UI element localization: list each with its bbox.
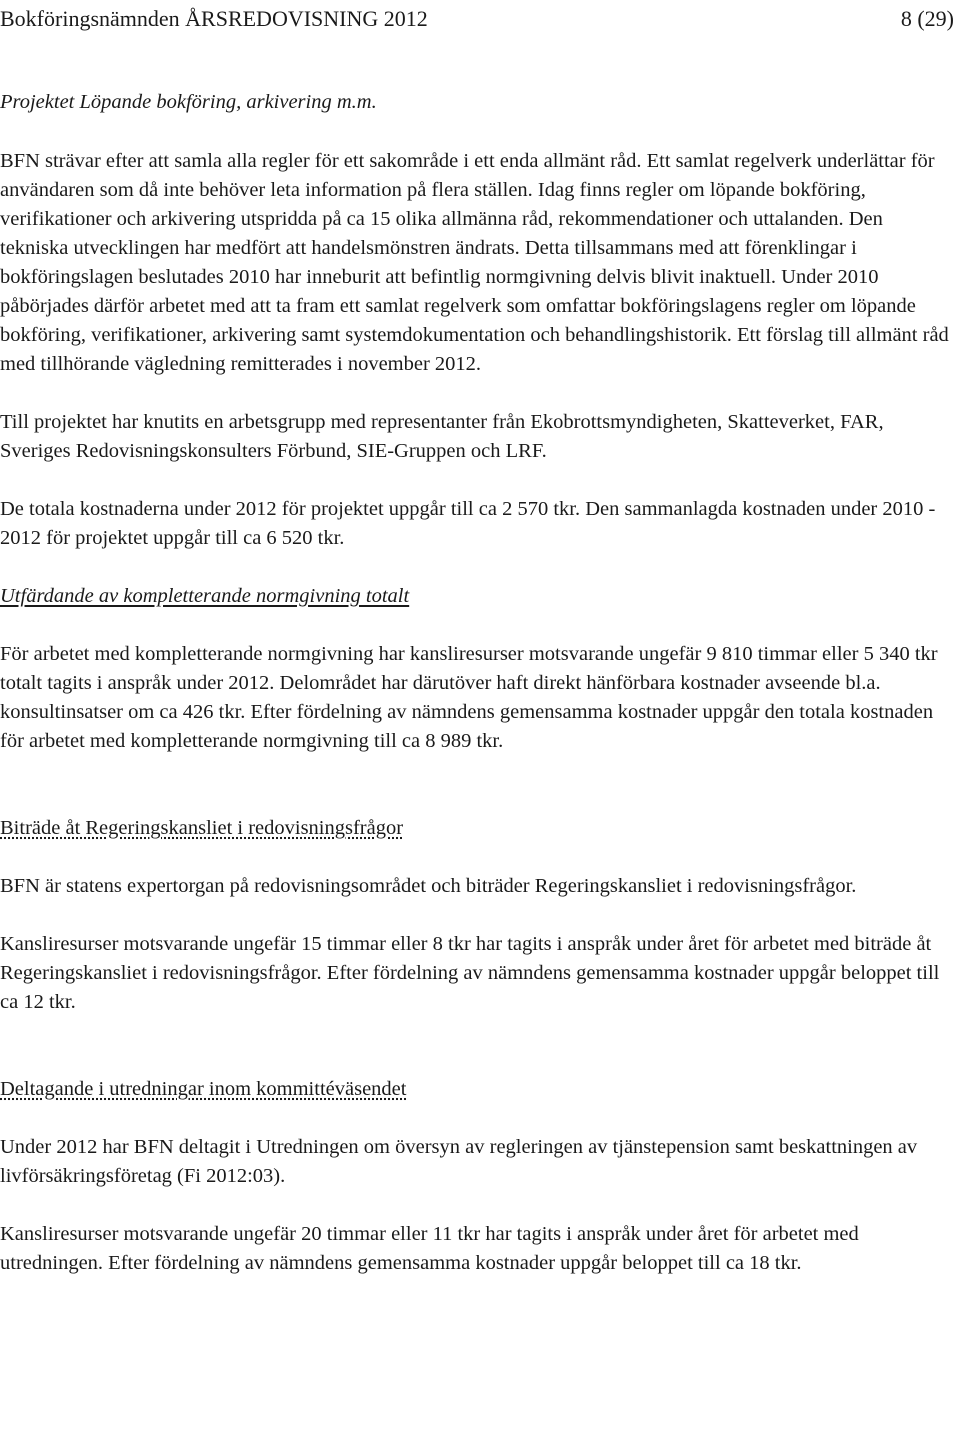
page-header <box>0 4 960 34</box>
project-cost-paragraph: De totala kostnaderna under 2012 för projektet uppgår till ca 2 570 tkr. Den sammanlagda kostnaden under 2010 - 2012 för projektet uppgår till ca 6 520 tkr. <box>0 498 936 549</box>
kommittevasendet-cost-paragraph: Kansliresurser motsvarande ungefär 20 timmar eller 11 tkr har tagits i anspråk under året för arbetet med utredningen. Efter fördelning av nämndens gemensamma kostnader uppgår beloppet till ca 18 tkr. <box>0 1223 859 1274</box>
kommittevasendet-participation-paragraph: Under 2012 har BFN deltagit i Utredningen om översyn av regleringen av tjänstepension samt beskattningen av livförsäkringsföretag (Fi 2012:03). <box>0 1136 918 1187</box>
document-title: Bokföringsnämnden ÅRSREDOVISNING 2012 <box>0 6 428 31</box>
project-workgroup-paragraph: Till projektet har knutits en arbetsgrupp med representanter från Ekobrottsmyndigheten, Skatteverket, FAR, Sveriges Redovisningskonsulters Förbund, SIE-Gruppen och LRF. <box>0 411 884 462</box>
project-description-paragraph: BFN strävar efter att samla alla regler för ett sakområde i ett enda allmänt råd. Ett samlat regelverk underlättar för användaren som då inte behöver leta information på flera ställen. Idag finns regler om löpande bokföring, verifikationer och arkivering utspridda på ca 15 olika allmänna råd, rekommendationer och uttalanden. Den tekniska utvecklingen har medfört att handelsmönstren ändrats. Detta tillsammans med att förenklingar i bokföringslagen beslutades 2010 har inneburit att befintlig normgivning delvis blivit inaktuell. Under 2010 påbörjades därför arbetet med att ta fram ett samlat regelverk som omfattar bokföringslagens regler om löpande bokföring, verifikationer, arkivering samt systemdokumentation och behandlingshistorik. Ett förslag till allmänt råd med tillhörande vägledning remitterades i november 2012. <box>0 150 949 375</box>
normgivning-cost-paragraph: För arbetet med kompletterande normgivning har kansliresurser motsvarande ungefär 9 810 timmar eller 5 340 tkr totalt tagits i anspråk under 2012. Delområdet har därutöver haft direkt hänförbara kostnader avseende bl.a. konsultinsatser om ca 426 tkr. Efter fördelning av nämndens gemensamma kostnader uppgår den totala kostnaden för arbetet med kompletterande normgivning till ca 8 989 tkr. <box>0 643 938 752</box>
section-heading-normgivning: Utfärdande av kompletterande normgivning totalt <box>0 585 410 607</box>
section-heading-regeringskansliet: Biträde åt Regeringskansliet i redovisningsfrågor <box>0 817 404 839</box>
page-number: 8 (29) <box>900 6 954 31</box>
document-body <box>0 88 952 1278</box>
regeringskansliet-cost-paragraph: Kansliresurser motsvarande ungefär 15 timmar eller 8 tkr har tagits i anspråk under året för arbetet med biträde åt Regeringskansliet i redovisningsfrågor. Efter fördelning av nämndens gemensamma kostnader uppgår beloppet till ca 12 tkr. <box>0 933 940 1013</box>
project-title: Projektet Löpande bokföring, arkivering m.m. <box>0 91 377 113</box>
regeringskansliet-role-paragraph: BFN är statens expertorgan på redovisningsområdet och biträder Regeringskansliet i redovisningsfrågor. <box>0 875 857 897</box>
section-heading-kommittevasendet: Deltagande i utredningar inom kommittéväsendet <box>0 1078 407 1100</box>
